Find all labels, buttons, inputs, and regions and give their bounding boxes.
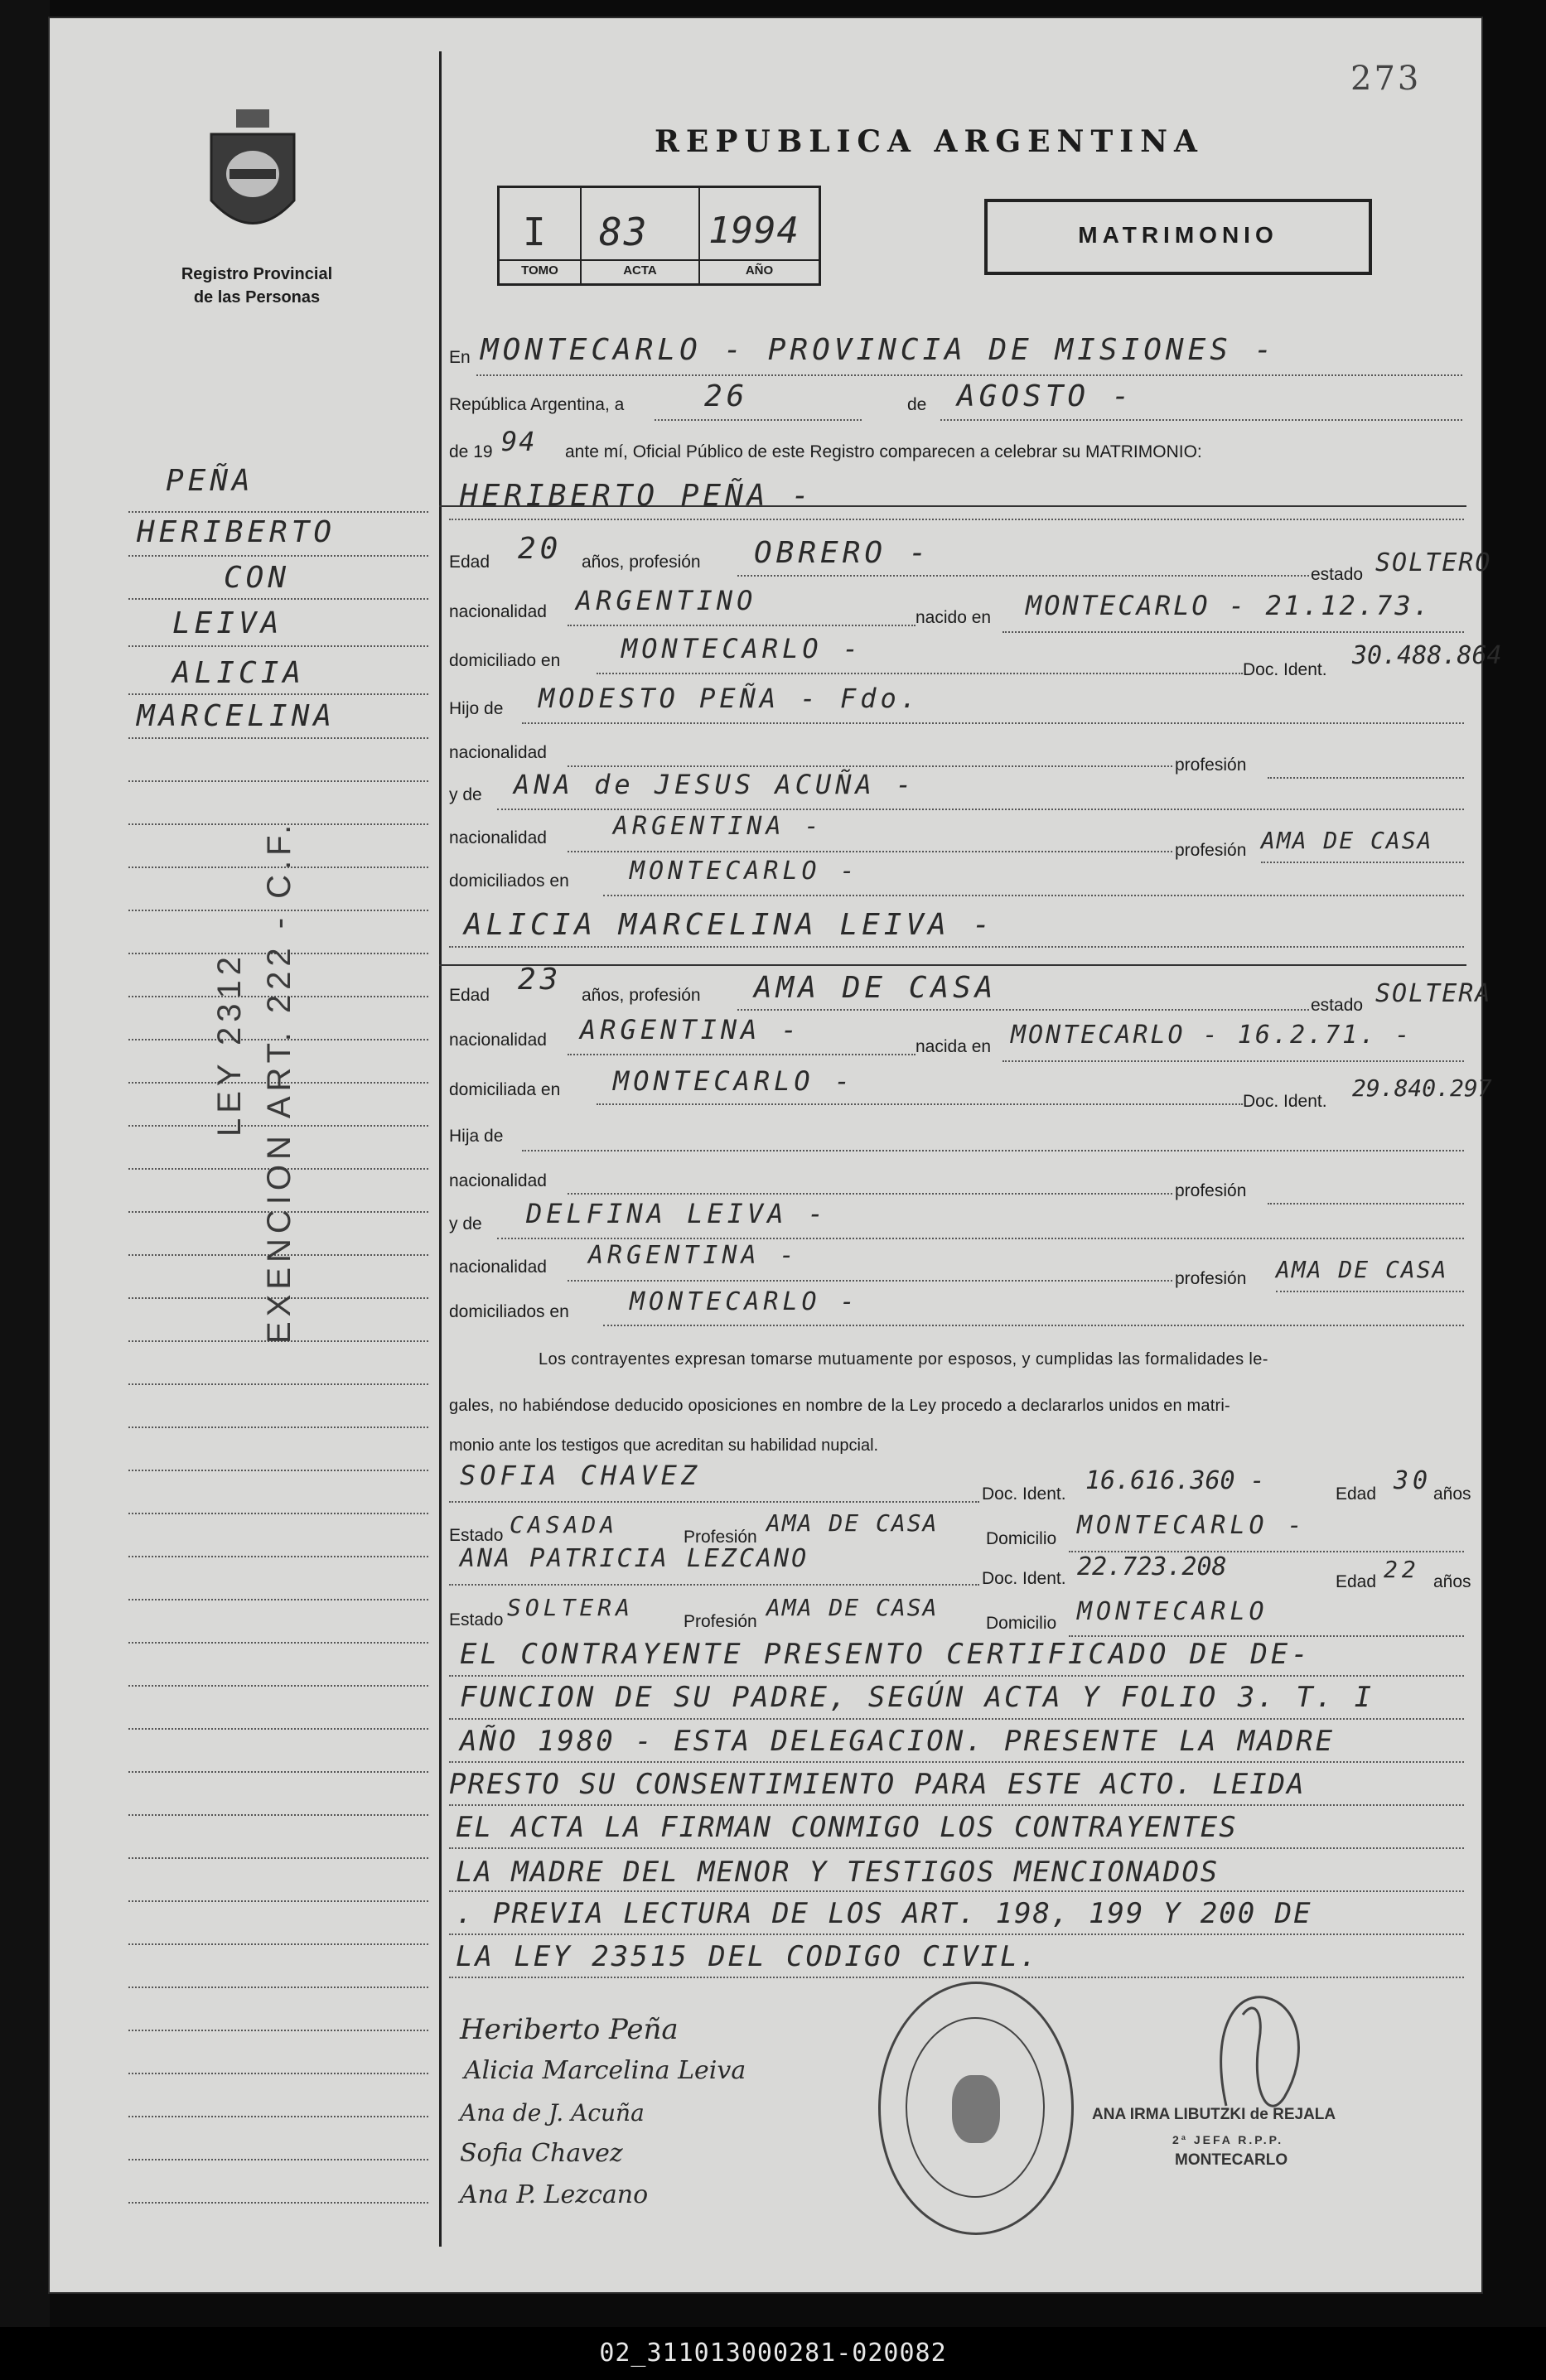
groom-dom-label: domiciliado en (449, 651, 561, 670)
country-title: REPUBLICA ARGENTINA (655, 124, 1204, 159)
tomo-value: I (523, 210, 550, 254)
witness1-doc-label: Doc. Ident. (982, 1484, 1066, 1504)
groom-edad: 20 (518, 532, 563, 566)
year-suffix: 94 (501, 426, 537, 457)
declaration-line3: monio ante los testigos que acreditan su habilidad nupcial. (449, 1436, 879, 1455)
groom-madre-prof-label: profesión (1175, 841, 1247, 860)
registry-name-line1: Registro Provincial (181, 265, 333, 283)
bride-nac-label: nacionalidad (449, 1031, 547, 1050)
witness1-estado-label: Estado (449, 1526, 504, 1545)
signature-bride: Alicia Marcelina Leiva (464, 2056, 746, 2085)
groom-nacionalidad: ARGENTINO (576, 585, 757, 616)
witness1-profesion: AMA DE CASA (766, 1509, 939, 1537)
note-line-4: PRESTO SU CONSENTIMIENTO PARA ESTE ACTO. LEIDA (449, 1768, 1306, 1801)
bride-padre-nac-label: nacionalidad (449, 1171, 547, 1190)
bride-divider (439, 964, 1466, 966)
bride-domp: MONTECARLO - (630, 1287, 859, 1316)
margin-name-4: LEIVA (172, 606, 283, 640)
signature-mother: Ana de J. Acuña (460, 2099, 645, 2127)
bride-profesion: AMA DE CASA (754, 971, 998, 1005)
signature-groom: Heriberto Peña (460, 2013, 679, 2046)
registry-seal (878, 1982, 1074, 2235)
groom-yde-label: y de (449, 785, 482, 804)
page-number: 273 (1350, 60, 1422, 98)
bride-madre-nac-label: nacionalidad (449, 1258, 547, 1277)
bride-doc-label: Doc. Ident. (1243, 1092, 1327, 1111)
witness2-dom-label: Domicilio (986, 1614, 1057, 1633)
bride-nacida-label: nacida en (916, 1037, 992, 1056)
official-signature-icon (1176, 1982, 1342, 2122)
witness2-doc-label: Doc. Ident. (982, 1569, 1066, 1588)
declaration-line1: Los contrayentes expresan tomarse mutuamente por esposos, y cumplidas las formalidades le- (539, 1350, 1268, 1369)
ano-label: AÑO (745, 263, 774, 278)
witness1-edad: 30 (1394, 1466, 1432, 1495)
bride-hija-label: Hija de (449, 1127, 504, 1146)
witness1-name: SOFIA CHAVEZ (460, 1460, 702, 1491)
acta-label: ACTA (623, 263, 657, 278)
margin-name-1: PEÑA (166, 464, 254, 498)
bride-domicilio: MONTECARLO - (613, 1065, 855, 1097)
bride-madre-prof: AMA DE CASA (1276, 1256, 1448, 1283)
witness2-doc: 22.723.208 (1077, 1552, 1227, 1581)
witness2-name: ANA PATRICIA LEZCANO (460, 1544, 809, 1573)
bride-nacionalidad: ARGENTINA - (580, 1014, 801, 1045)
official-role: 2ª JEFA R.P.P. (1172, 2133, 1284, 2146)
binding-edge (0, 0, 50, 2380)
signature-witness2: Ana P. Lezcano (460, 2180, 649, 2209)
groom-doc-label: Doc. Ident. (1243, 660, 1327, 679)
bride-edad-label: Edad (449, 986, 490, 1005)
witness2-prof-label: Profesión (684, 1612, 757, 1631)
image-id-caption: 02_311013000281-020082 (0, 2327, 1546, 2380)
bride-edad: 23 (518, 963, 563, 997)
signature-witness1: Sofia Chavez (460, 2139, 623, 2168)
groom-padre-nac-label: nacionalidad (449, 743, 547, 762)
margin-name-2: HERIBERTO (137, 515, 336, 549)
document-page (50, 18, 1502, 2292)
groom-estado-label: estado (1311, 565, 1364, 584)
witness2-domicilio: MONTECARLO (1077, 1597, 1268, 1626)
bride-yde-label: y de (449, 1214, 482, 1233)
doc-type-box (984, 199, 1372, 275)
exemption-stamp-2 (261, 820, 298, 1344)
ano-value: 1994 (708, 210, 800, 252)
bride-madre: DELFINA LEIVA - (526, 1198, 828, 1229)
bride-domp-label: domiciliados en (449, 1302, 569, 1321)
groom-madre-prof: AMA DE CASA (1261, 827, 1433, 854)
doc-type-label: MATRIMONIO (1078, 222, 1278, 248)
bride-doc: 29.840.297 (1352, 1074, 1492, 1102)
groom-profesion: OBRERO - (754, 536, 931, 570)
witness1-anos-label: años (1433, 1484, 1471, 1504)
note-line-5: EL ACTA LA FIRMAN CONMIGO LOS CONTRAYENTES (456, 1811, 1238, 1844)
en-label: En (449, 348, 471, 367)
groom-nac-label: nacionalidad (449, 602, 547, 621)
groom-nacido-label: nacido en (916, 608, 992, 627)
bride-anos-prof-label: años, profesión (582, 986, 701, 1005)
witness2-anos-label: años (1433, 1572, 1471, 1591)
groom-madre: ANA de JESUS ACUÑA - (514, 769, 916, 800)
groom-hijo-label: Hijo de (449, 699, 504, 718)
bride-madre-nac: ARGENTINA - (588, 1241, 799, 1270)
bride-dom-label: domiciliada en (449, 1080, 561, 1099)
witness1-estado: CASADA (510, 1511, 619, 1538)
witness2-edad-label: Edad (1336, 1572, 1377, 1591)
ante-text: ante mí, Oficial Público de este Registro comparecen a celebrar su MATRIMONIO: (565, 442, 1202, 461)
note-line-2: FUNCION DE SU PADRE, SEGÚN ACTA Y FOLIO 3. T. I (460, 1681, 1374, 1714)
groom-estado: SOLTERO (1375, 548, 1492, 577)
groom-madre-nac-label: nacionalidad (449, 828, 547, 847)
official-name: ANA IRMA LIBUTZKI de REJALA (1092, 2106, 1336, 2123)
bride-estado: SOLTERA (1375, 979, 1492, 1008)
tomo-acta-ano-box (497, 186, 821, 286)
registry-name-line2: de las Personas (193, 288, 321, 307)
exemption-stamp-line1: LEY 2312 (211, 952, 248, 1137)
note-line-8: LA LEY 23515 DEL CODIGO CIVIL. (456, 1940, 1040, 1973)
bride-nacida: MONTECARLO - 16.2.71. - (1011, 1021, 1413, 1050)
note-line-7: . PREVIA LECTURA DE LOS ART. 198, 199 Y 200 DE (456, 1897, 1312, 1930)
bride-estado-label: estado (1311, 996, 1364, 1015)
margin-name-6: MARCELINA (137, 699, 336, 733)
intro-month: AGOSTO - (957, 379, 1134, 413)
margin-divider (439, 51, 442, 2247)
de-label: de (907, 395, 927, 414)
official-place: MONTECARLO (1175, 2151, 1288, 2169)
groom-domp: MONTECARLO - (630, 857, 859, 886)
groom-edad-label: Edad (449, 553, 490, 572)
acta-value: 83 (599, 210, 649, 254)
groom-name: HERIBERTO PEÑA - (460, 479, 814, 513)
year-prefix: de 19 (449, 442, 493, 461)
bride-padre-prof-label: profesión (1175, 1181, 1247, 1200)
bride-name: ALICIA MARCELINA LEIVA - (464, 908, 995, 942)
witness1-domicilio: MONTECARLO - (1077, 1511, 1307, 1540)
exemption-stamp (211, 952, 249, 1137)
seal-portrait-icon (952, 2075, 1000, 2143)
place-value: MONTECARLO - PROVINCIA DE MISIONES - (481, 333, 1277, 367)
margin-name-3: CON (224, 561, 291, 595)
groom-nacido: MONTECARLO - 21.12.73. (1026, 590, 1432, 621)
witness1-dom-label: Domicilio (986, 1529, 1057, 1548)
witness1-edad-label: Edad (1336, 1484, 1377, 1504)
exemption-stamp-line2: EXENCION ART. 222 - C.F. (261, 819, 297, 1344)
groom-padre: MODESTO PEÑA - Fdo. (539, 683, 921, 714)
groom-domp-label: domiciliados en (449, 871, 569, 891)
groom-madre-nac: ARGENTINA - (613, 812, 824, 841)
witness1-doc: 16.616.360 - (1085, 1466, 1265, 1495)
note-line-6: LA MADRE DEL MENOR Y TESTIGOS MENCIONADOS (456, 1856, 1220, 1889)
declaration-line2: gales, no habiéndose deducido oposiciones en nombre de la Ley procedo a declararlos unidos en matri- (449, 1397, 1230, 1415)
tomo-label: TOMO (521, 263, 558, 278)
intro-day: 26 (704, 379, 749, 413)
groom-padre-prof-label: profesión (1175, 756, 1247, 775)
republica-label: República Argentina, a (449, 395, 625, 414)
margin-name-5: ALICIA (172, 656, 306, 690)
provincial-emblem-icon (203, 109, 302, 250)
note-line-1: EL CONTRAYENTE PRESENTO CERTIFICADO DE DE- (460, 1638, 1312, 1671)
groom-anos-prof-label: años, profesión (582, 553, 701, 572)
note-line-3: AÑO 1980 - ESTA DELEGACION. PRESENTE LA MADRE (460, 1725, 1336, 1758)
witness2-estado-label: Estado (449, 1610, 504, 1629)
witness2-estado: SOLTERA (507, 1594, 635, 1621)
groom-doc: 30.488.864 (1352, 641, 1502, 670)
bride-madre-prof-label: profesión (1175, 1269, 1247, 1288)
witness1-prof-label: Profesión (684, 1528, 757, 1547)
witness2-profesion: AMA DE CASA (766, 1594, 939, 1621)
groom-domicilio: MONTECARLO - (621, 633, 863, 664)
witness2-edad: 22 (1384, 1556, 1420, 1583)
